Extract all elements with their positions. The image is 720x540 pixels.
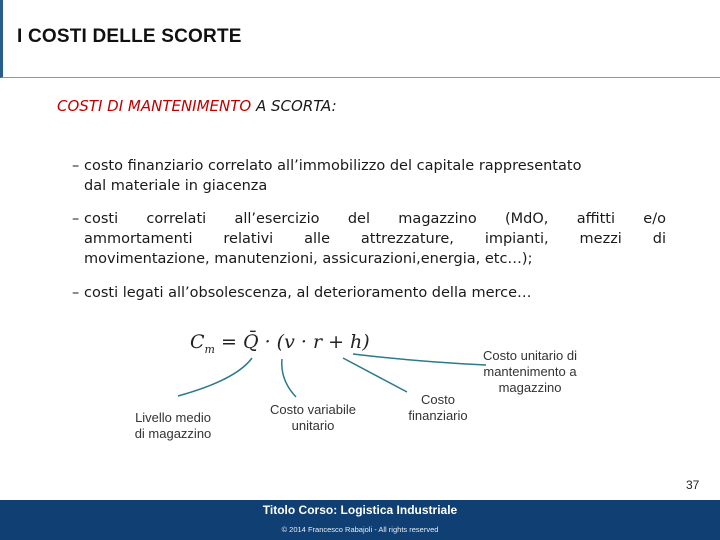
bullet-line: costi correlati all’esercizio del magazzino (MdO, affitti e/o <box>84 211 666 227</box>
formula-expression: = Q̄ · (v · r + h) <box>214 331 370 353</box>
subtitle-rest: A SCORTA: <box>251 97 337 115</box>
label-costo-mantenimento: Costo unitario di mantenimento a magazzino <box>483 348 577 395</box>
footer-copyright: © 2014 Francesco Rabajoli - All rights reserved <box>281 525 439 534</box>
footer-bar <box>0 500 720 540</box>
label-costo-variabile: Costo variabile unitario <box>270 402 356 433</box>
bullet-dash: – <box>72 158 80 174</box>
bullet-line: costo finanziario correlato all’immobilizzo del capitale rappresentato <box>84 158 582 174</box>
arrow-to-costo-variabile <box>282 359 296 397</box>
arrow-to-livello <box>178 358 252 396</box>
bullet-line: movimentazione, manutenzioni, assicurazioni,energia, etc…); <box>84 251 533 267</box>
subtitle-highlight: COSTI DI MANTENIMENTO <box>57 97 252 115</box>
label-costo-finanziario: Costo finanziario <box>408 392 468 423</box>
arrow-to-costo-finanziario <box>343 358 407 392</box>
formula-symbol: C <box>190 331 205 353</box>
page-number: 37 <box>686 478 700 492</box>
bullet-dash: – <box>72 285 80 301</box>
bullet-line: ammortamenti relativi alle attrezzature, impianti, mezzi di <box>84 231 666 247</box>
bullet-line: dal materiale in giacenza <box>84 178 268 194</box>
formula-subscript: m <box>204 342 215 356</box>
arrow-to-costo-mantenimento <box>353 354 486 365</box>
bullet-dash: – <box>72 211 80 227</box>
slide-title: I COSTI DELLE SCORTE <box>17 26 242 47</box>
label-livello-medio: Livello medio di magazzino <box>134 410 212 441</box>
footer-course-title: Titolo Corso: Logistica Industriale <box>262 503 458 517</box>
bullet-line: costi legati all’obsolescenza, al deterioramento della merce… <box>84 285 532 301</box>
